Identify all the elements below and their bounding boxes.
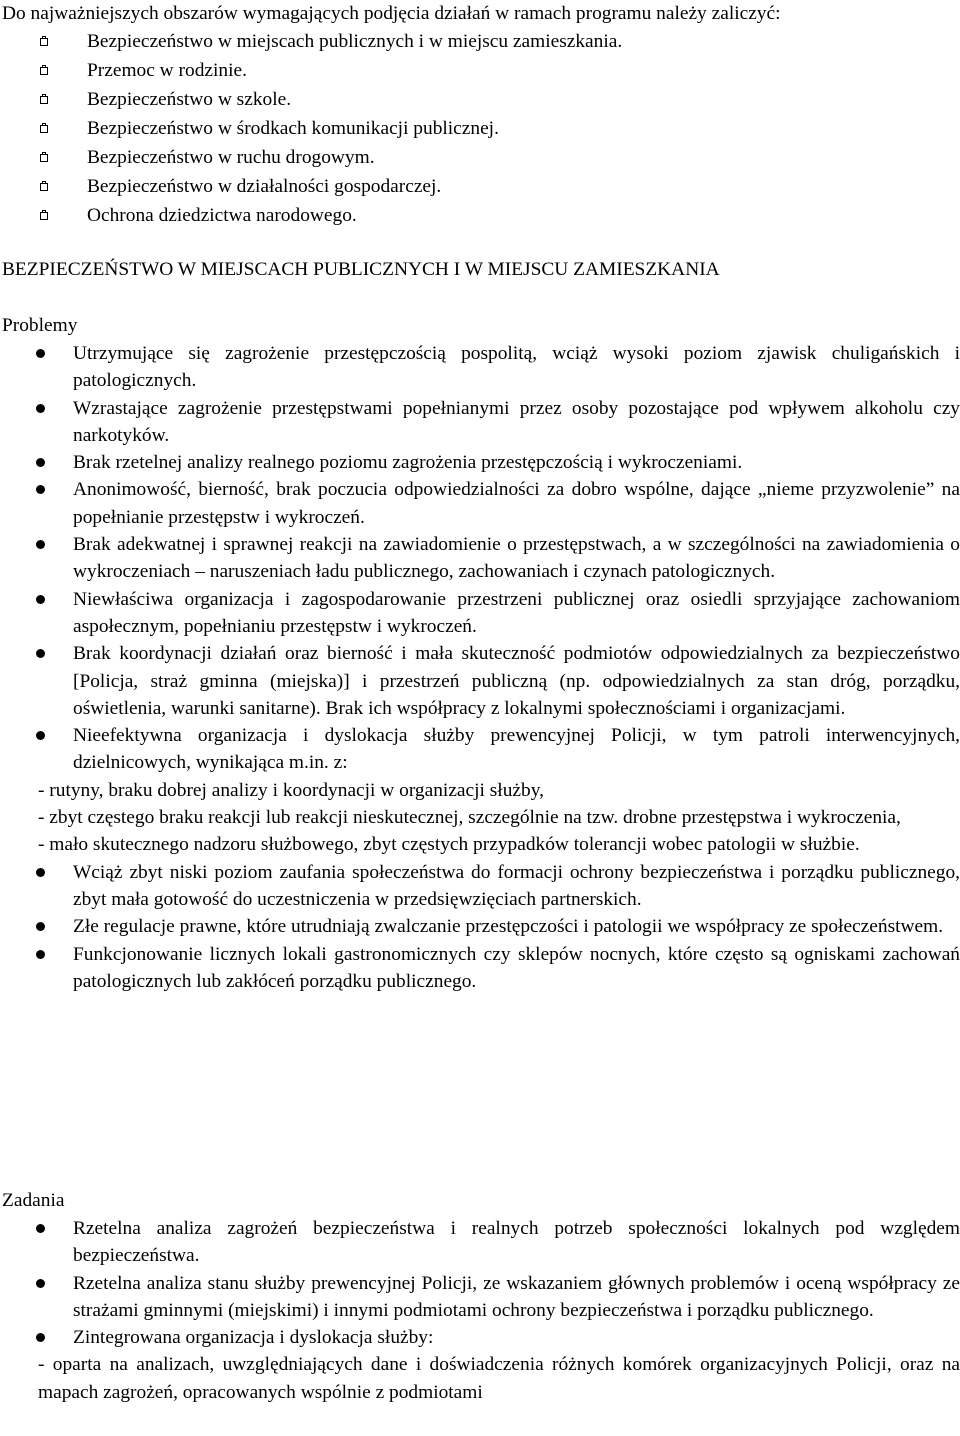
bullet-icon bbox=[36, 404, 45, 413]
list-item: Bezpieczeństwo w ruchu drogowym. bbox=[0, 143, 960, 172]
bullet-icon bbox=[36, 1224, 45, 1233]
list-item: Rzetelna analiza zagrożeń bezpieczeństwa i realnych potrzeb społeczności lokalnych pod względem bezpieczeństwa. bbox=[0, 1215, 960, 1270]
list-item: Funkcjonowanie licznych lokali gastronomicznych czy sklepów nocnych, które często są ogniskami zachowań patologicznych lub zakłóceń porządku publicznego. bbox=[0, 941, 960, 996]
square-bullet-icon bbox=[40, 183, 48, 191]
bullet-icon bbox=[36, 1333, 45, 1342]
list-item: Bezpieczeństwo w działalności gospodarczej. bbox=[0, 172, 960, 201]
list-item: Przemoc w rodzinie. bbox=[0, 56, 960, 85]
bullet-icon bbox=[36, 950, 45, 959]
list-item: Wciąż zbyt niski poziom zaufania społeczeństwa do formacji ochrony bezpieczeństwa i porządku publicznego, zbyt mała gotowość do uczestniczenia w przedsięwzięciach partnerskich. bbox=[0, 859, 960, 914]
bullet-icon bbox=[36, 349, 45, 358]
list-item: Nieefektywna organizacja i dyslokacja służby prewencyjnej Policji, w tym patroli interwencyjnych, dzielnicowych, wynikająca m.in. z: bbox=[0, 722, 960, 777]
square-bullet-icon bbox=[40, 67, 48, 75]
list-item: Brak koordynacji działań oraz bierność i mała skuteczność podmiotów odpowiedzialnych za bezpieczeństwo [Policja, straż gminna (miejska)] i przestrzeń publiczną (np. odpowiedzialnych za stan dróg, porządku, oświetlenia, warunki sanitarne). Brak ich współpracy z lokalnymi społecznościami i organizacjami. bbox=[0, 640, 960, 722]
list-item: Brak rzetelnej analizy realnego poziomu zagrożenia przestępczością i wykroczeniami. bbox=[0, 449, 960, 476]
dash-item: - zbyt częstego braku reakcji lub reakcji nieskutecznej, szczególnie na tzw. drobne przestępstwa i wykroczenia, bbox=[38, 807, 901, 829]
list-item: Bezpieczeństwo w miejscach publicznych i w miejscu zamieszkania. bbox=[0, 27, 960, 56]
bullet-icon bbox=[36, 540, 45, 549]
list-item: Rzetelna analiza stanu służby prewencyjnej Policji, ze wskazaniem głównych problemów i oceną współpracy ze strażami gminnymi (miejskimi) i innymi podmiotami ochrony bezpieczeństwa i porządku publicznego. bbox=[0, 1270, 960, 1325]
list-item: Utrzymujące się zagrożenie przestępczością pospolitą, wciąż wysoki poziom zjawisk chuligańskich i patologicznych. bbox=[0, 340, 960, 395]
list-item: Niewłaściwa organizacja i zagospodarowanie przestrzeni publicznej oraz osiedli sprzyjające zachowaniom aspołecznym, popełnianiu przestępstw i wykroczeń. bbox=[0, 586, 960, 641]
bullet-icon bbox=[36, 485, 45, 494]
list-item: Bezpieczeństwo w środkach komunikacji publicznej. bbox=[0, 114, 960, 143]
section-heading: BEZPIECZEŃSTWO W MIEJSCACH PUBLICZNYCH I W MIEJSCU ZAMIESZKANIA bbox=[2, 259, 720, 280]
list-item: Złe regulacje prawne, które utrudniają zwalczanie przestępczości i patologii we współpracy ze społeczeństwem. bbox=[0, 913, 960, 940]
list-item: Zintegrowana organizacja i dyslokacja służby: bbox=[0, 1324, 960, 1351]
dash-item: - rutyny, braku dobrej analizy i koordynacji w organizacji służby, bbox=[38, 779, 544, 801]
list-item: Anonimowość, bierność, brak poczucia odpowiedzialności za dobro wspólne, dające „nieme przyzwolenie” na popełnianie przestępstw i wykroczeń. bbox=[0, 476, 960, 531]
list-item: Ochrona dziedzictwa narodowego. bbox=[0, 201, 960, 230]
square-bullet-icon bbox=[40, 154, 48, 162]
list-item: Wzrastające zagrożenie przestępstwami popełnianymi przez osoby pozostające pod wpływem alkoholu czy narkotyków. bbox=[0, 395, 960, 450]
square-bullet-icon bbox=[40, 212, 48, 220]
list-item: Bezpieczeństwo w szkole. bbox=[0, 85, 960, 114]
square-bullet-icon bbox=[40, 125, 48, 133]
list-item: Brak adekwatnej i sprawnej reakcji na zawiadomienie o przestępstwach, a w szczególności na zawiadomienia o wykroczeniach – naruszeniach ładu publicznego, zachowaniach i czynach patologicznych. bbox=[0, 531, 960, 586]
dash-item: - mało skutecznego nadzoru służbowego, zbyt częstych przypadków tolerancji wobec patologii w służbie. bbox=[38, 834, 860, 856]
tasks-label: Zadania bbox=[2, 1190, 65, 1211]
bullet-icon bbox=[36, 649, 45, 658]
tasks-list bbox=[0, 1215, 960, 1406]
dash-item: - oparta na analizach, uwzględniających dane i doświadczenia różnych komórek organizacyjnych Policji, oraz na mapach zagrożeń, opracowanych wspólnie z podmiotami bbox=[38, 1354, 960, 1403]
bullet-icon bbox=[36, 1279, 45, 1288]
bullet-icon bbox=[36, 595, 45, 604]
square-bullet-icon bbox=[40, 38, 48, 46]
bullet-icon bbox=[36, 922, 45, 931]
bullet-icon bbox=[36, 458, 45, 467]
bullet-icon bbox=[36, 731, 45, 740]
areas-list bbox=[0, 27, 960, 230]
bullet-icon bbox=[36, 868, 45, 877]
square-bullet-icon bbox=[40, 96, 48, 104]
intro-text: Do najważniejszych obszarów wymagających podjęcia działań w ramach programu należy zaliczyć: bbox=[2, 3, 781, 24]
problems-list bbox=[0, 340, 960, 995]
problems-label: Problemy bbox=[2, 315, 78, 336]
